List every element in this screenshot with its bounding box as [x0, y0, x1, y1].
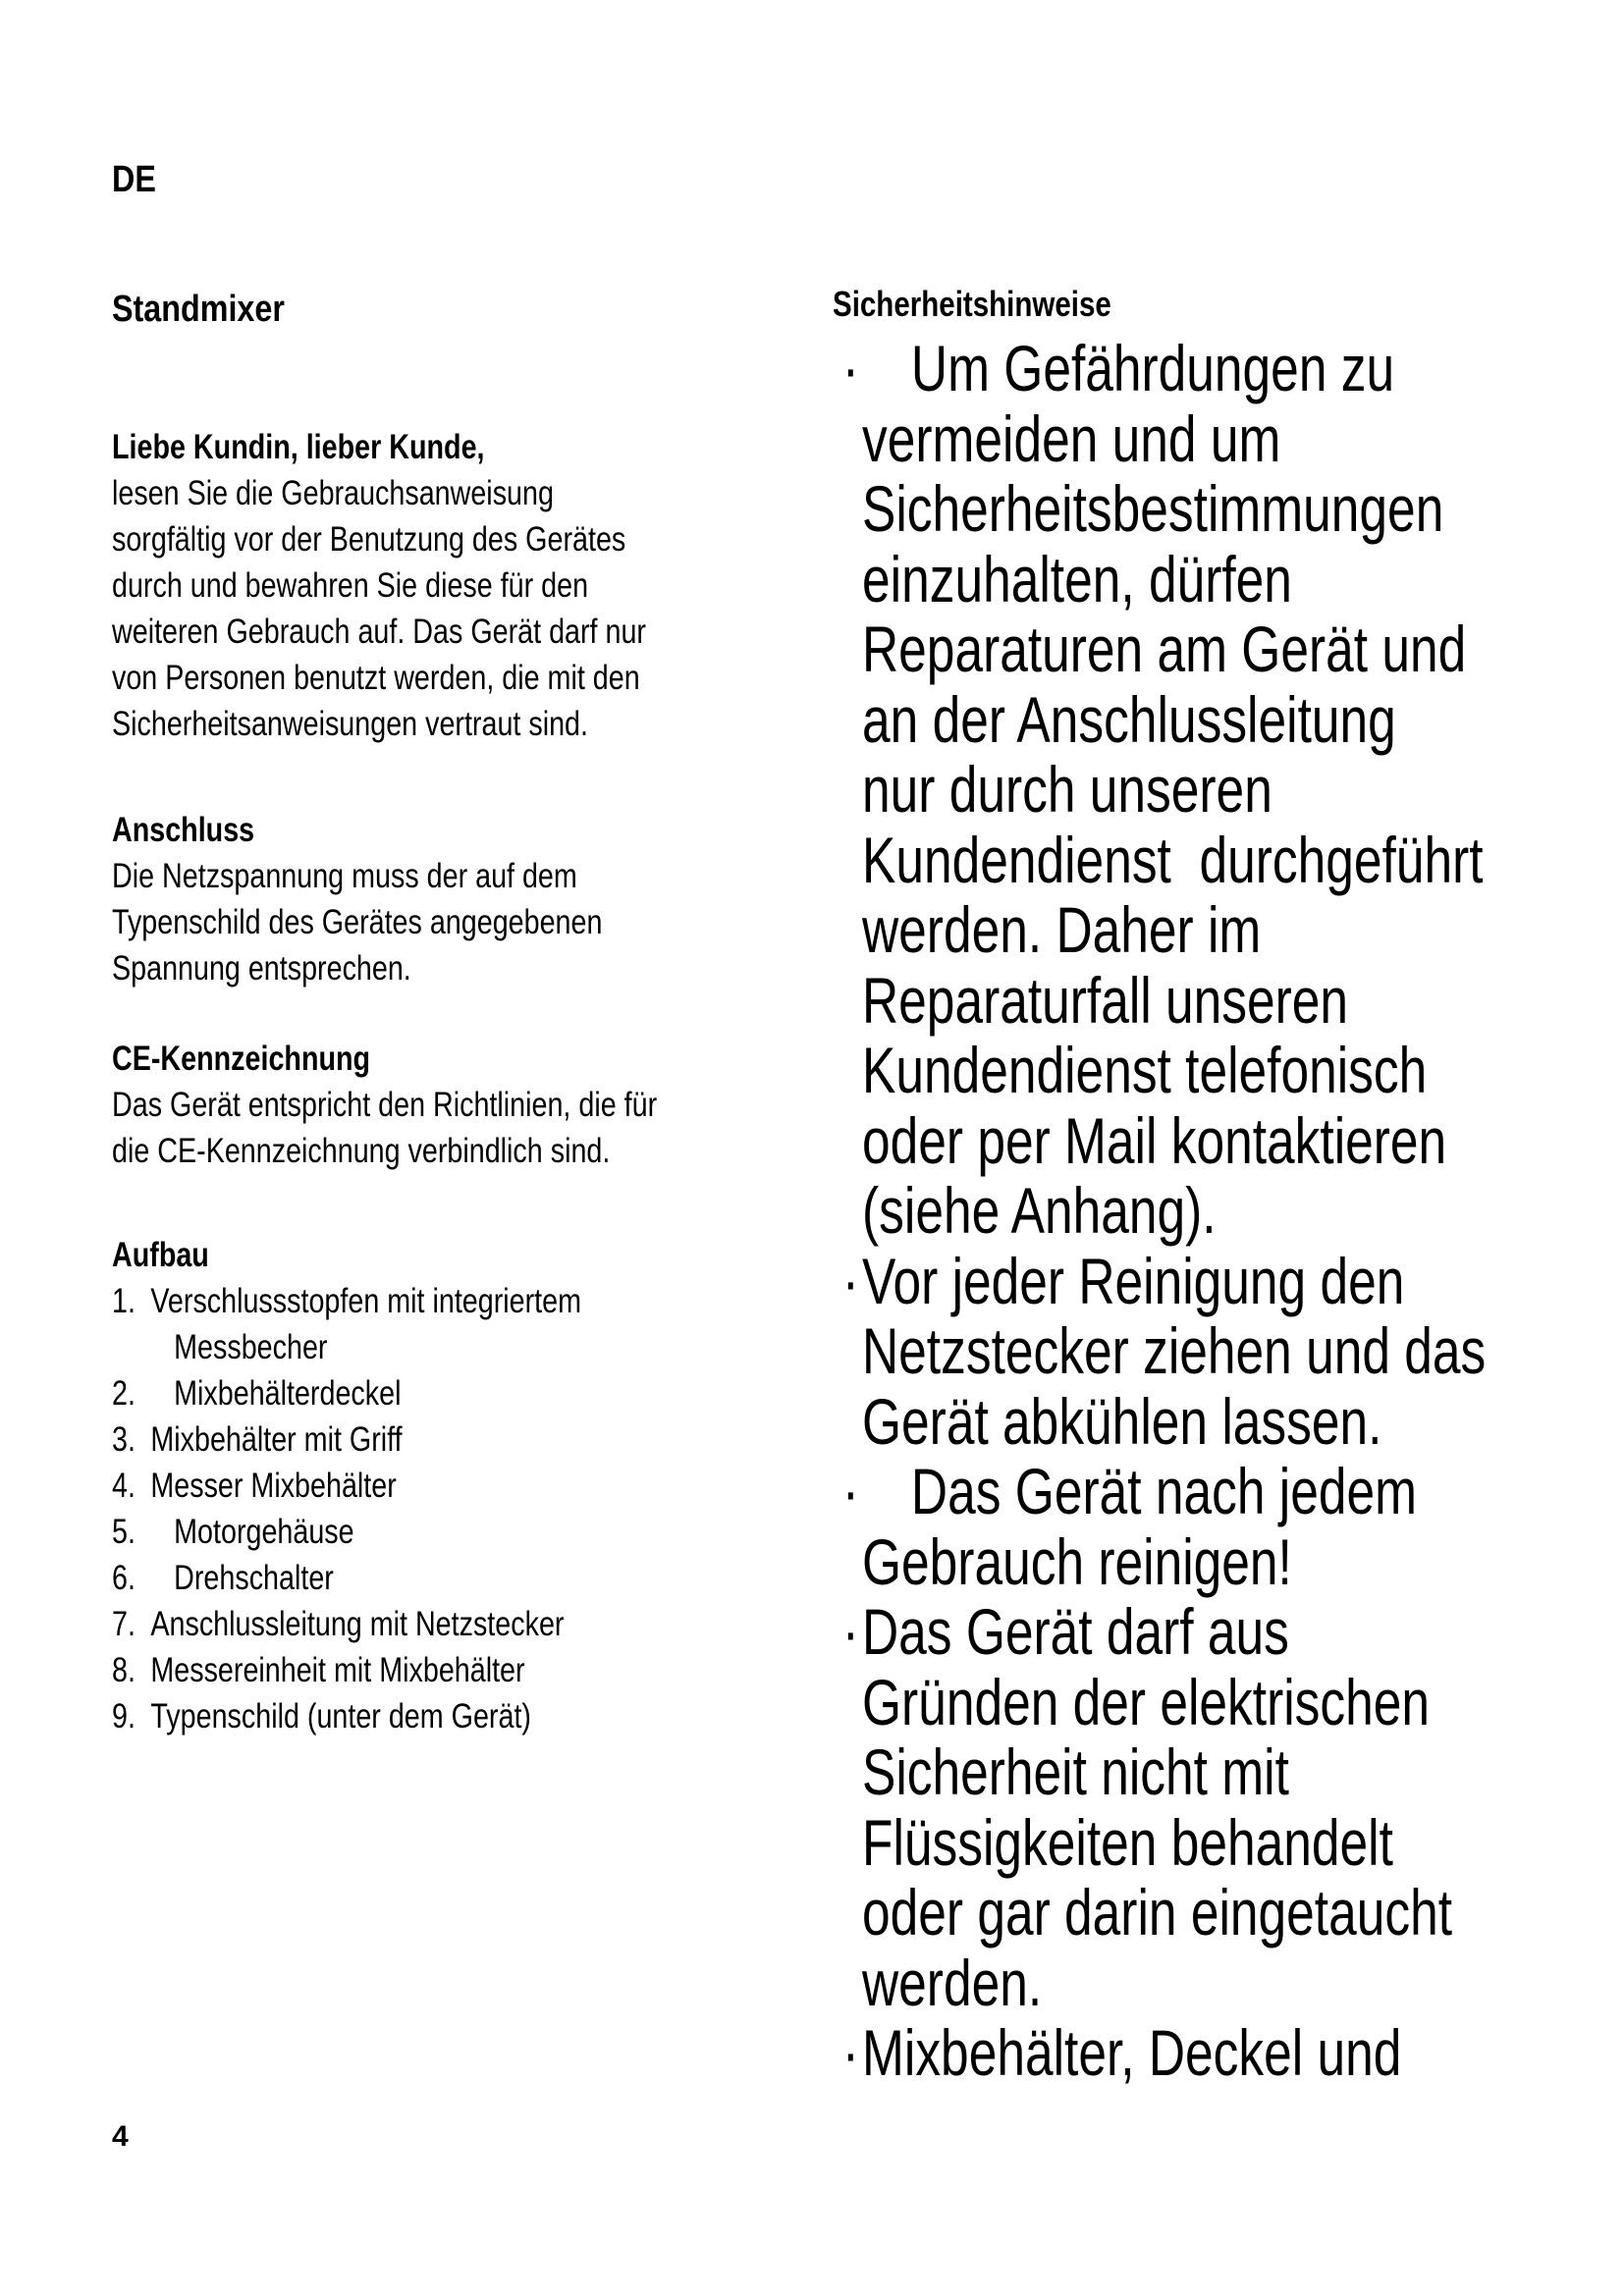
greeting-line: weiteren Gebrauch auf. Das Gerät darf nur: [112, 613, 646, 651]
parts-list: [112, 1278, 772, 1739]
safety-line: Mixbehälter, Deckel und: [862, 2016, 1402, 2089]
connection-line: Typenschild des Gerätes angegebenen: [112, 903, 603, 941]
connection-heading: Anschluss: [112, 811, 255, 849]
ce-marking-heading: CE-Kennzeichnung: [112, 1040, 371, 1078]
safety-line: Gründen der elektrischen: [862, 1665, 1431, 1738]
part-number: 2.: [112, 1374, 135, 1413]
part-name: Messereinheit mit Mixbehälter: [150, 1651, 525, 1689]
safety-heading: Sicherheitshinweise: [833, 284, 1111, 324]
connection-line: Die Netzspannung muss der auf dem: [112, 857, 577, 895]
safety-line: Flüssigkeiten behandelt: [862, 1805, 1393, 1879]
parts-list-item: [112, 1324, 772, 1370]
part-name: Mixbehälterdeckel: [174, 1374, 402, 1413]
safety-line: Um Gefährdungen zu: [910, 332, 1395, 404]
safety-line: einzuhalten, dürfen: [862, 542, 1292, 615]
safety-line: werden. Daher im: [862, 893, 1262, 966]
safety-line: Das Gerät nach jedem: [910, 1455, 1417, 1527]
connection-section: [112, 807, 772, 991]
ce-marking-line: Das Gerät entspricht den Richtlinien, die für: [112, 1086, 658, 1124]
part-number: 4.: [112, 1467, 135, 1505]
safety-line: Sicherheit nicht mit: [862, 1735, 1289, 1808]
ce-marking-line: die CE-Kennzeichnung verbindlich sind.: [112, 1132, 611, 1170]
part-name: Mixbehälter mit Griff: [150, 1420, 403, 1459]
part-number: 8.: [112, 1651, 135, 1689]
safety-line: Reparaturfall unseren: [862, 963, 1349, 1037]
part-name: Motorgehäuse: [174, 1513, 354, 1551]
parts-list-item: [112, 1693, 772, 1739]
parts-list-item: [112, 1278, 772, 1324]
parts-list-item: [112, 1509, 772, 1555]
part-name: Verschlussstopfen mit integriertem: [150, 1282, 582, 1320]
parts-list-item: [112, 1555, 772, 1601]
safety-item: [841, 1244, 1551, 1458]
part-name: Typenschild (unter dem Gerät): [150, 1697, 531, 1735]
greeting-line: Sicherheitsanweisungen vertraut sind.: [112, 705, 588, 743]
safety-line: Das Gerät darf aus: [862, 1595, 1289, 1668]
part-number: 6.: [112, 1559, 135, 1597]
safety-instructions: [841, 332, 1551, 2089]
safety-line: Netzstecker ziehen und das: [862, 1314, 1487, 1387]
safety-item: [841, 1455, 1551, 1598]
greeting-heading: Liebe Kundin, lieber Kunde,: [112, 428, 485, 466]
safety-line: an der Anschlussleitung: [862, 682, 1396, 756]
safety-item: [841, 2016, 1551, 2089]
safety-line: vermeiden und um: [862, 401, 1281, 475]
connection-line: Spannung entsprechen.: [112, 949, 411, 988]
page-number: 4: [112, 2120, 129, 2153]
language-code: DE: [112, 159, 156, 200]
bullet-icon: ·: [841, 2016, 859, 2089]
ce-marking-section: [112, 1036, 772, 1174]
part-number: 9.: [112, 1697, 135, 1735]
safety-line: werden.: [862, 1946, 1043, 2019]
safety-line: Sicherheitsbestimmungen: [862, 472, 1444, 545]
safety-line: Reparaturen am Gerät und: [862, 613, 1467, 685]
parts-list-item: [112, 1647, 772, 1693]
parts-list-item: [112, 1370, 772, 1416]
parts-list-item: [112, 1416, 772, 1463]
part-number: 1.: [112, 1282, 135, 1320]
bullet-icon: ·: [841, 1455, 859, 1527]
part-name: Messer Mixbehälter: [150, 1467, 397, 1505]
greeting-line: sorgfältig vor der Benutzung des Gerätes: [112, 520, 626, 559]
part-name: Messbecher: [174, 1328, 328, 1366]
safety-item: [841, 332, 1551, 1247]
greeting-section: [112, 424, 772, 747]
bullet-icon: ·: [841, 332, 859, 404]
safety-line: nur durch unseren: [862, 753, 1272, 826]
right-column: [833, 284, 1520, 2089]
safety-line: (siehe Anhang).: [862, 1174, 1217, 1247]
bullet-icon: ·: [841, 1244, 859, 1317]
part-name: Anschlussleitung mit Netzstecker: [150, 1605, 565, 1643]
safety-line: Kundendienst durchgeführt: [862, 823, 1484, 896]
part-number: 3.: [112, 1420, 135, 1459]
setup-section: [112, 1232, 772, 1739]
left-column: [112, 287, 799, 1735]
safety-item: [841, 1595, 1551, 2019]
safety-line: oder gar darin eingetaucht: [862, 1876, 1453, 1949]
bullet-icon: ·: [841, 1595, 859, 1668]
safety-line: Gerät abkühlen lassen.: [862, 1384, 1382, 1458]
part-number: 5.: [112, 1513, 135, 1551]
document-title: Standmixer: [112, 289, 285, 330]
part-name: Drehschalter: [174, 1559, 334, 1597]
parts-list-item: [112, 1601, 772, 1647]
setup-heading: Aufbau: [112, 1236, 209, 1274]
parts-list-item: [112, 1463, 772, 1509]
safety-line: Kundendienst telefonisch: [862, 1034, 1428, 1106]
greeting-line: von Personen benutzt werden, die mit den: [112, 659, 640, 697]
safety-line: Gebrauch reinigen!: [862, 1524, 1292, 1598]
safety-line: oder per Mail kontaktieren: [862, 1103, 1447, 1177]
part-number: 7.: [112, 1605, 135, 1643]
safety-line: Vor jeder Reinigung den: [862, 1244, 1405, 1317]
greeting-line: durch und bewahren Sie diese für den: [112, 566, 589, 605]
greeting-line: lesen Sie die Gebrauchsanweisung: [112, 474, 554, 512]
